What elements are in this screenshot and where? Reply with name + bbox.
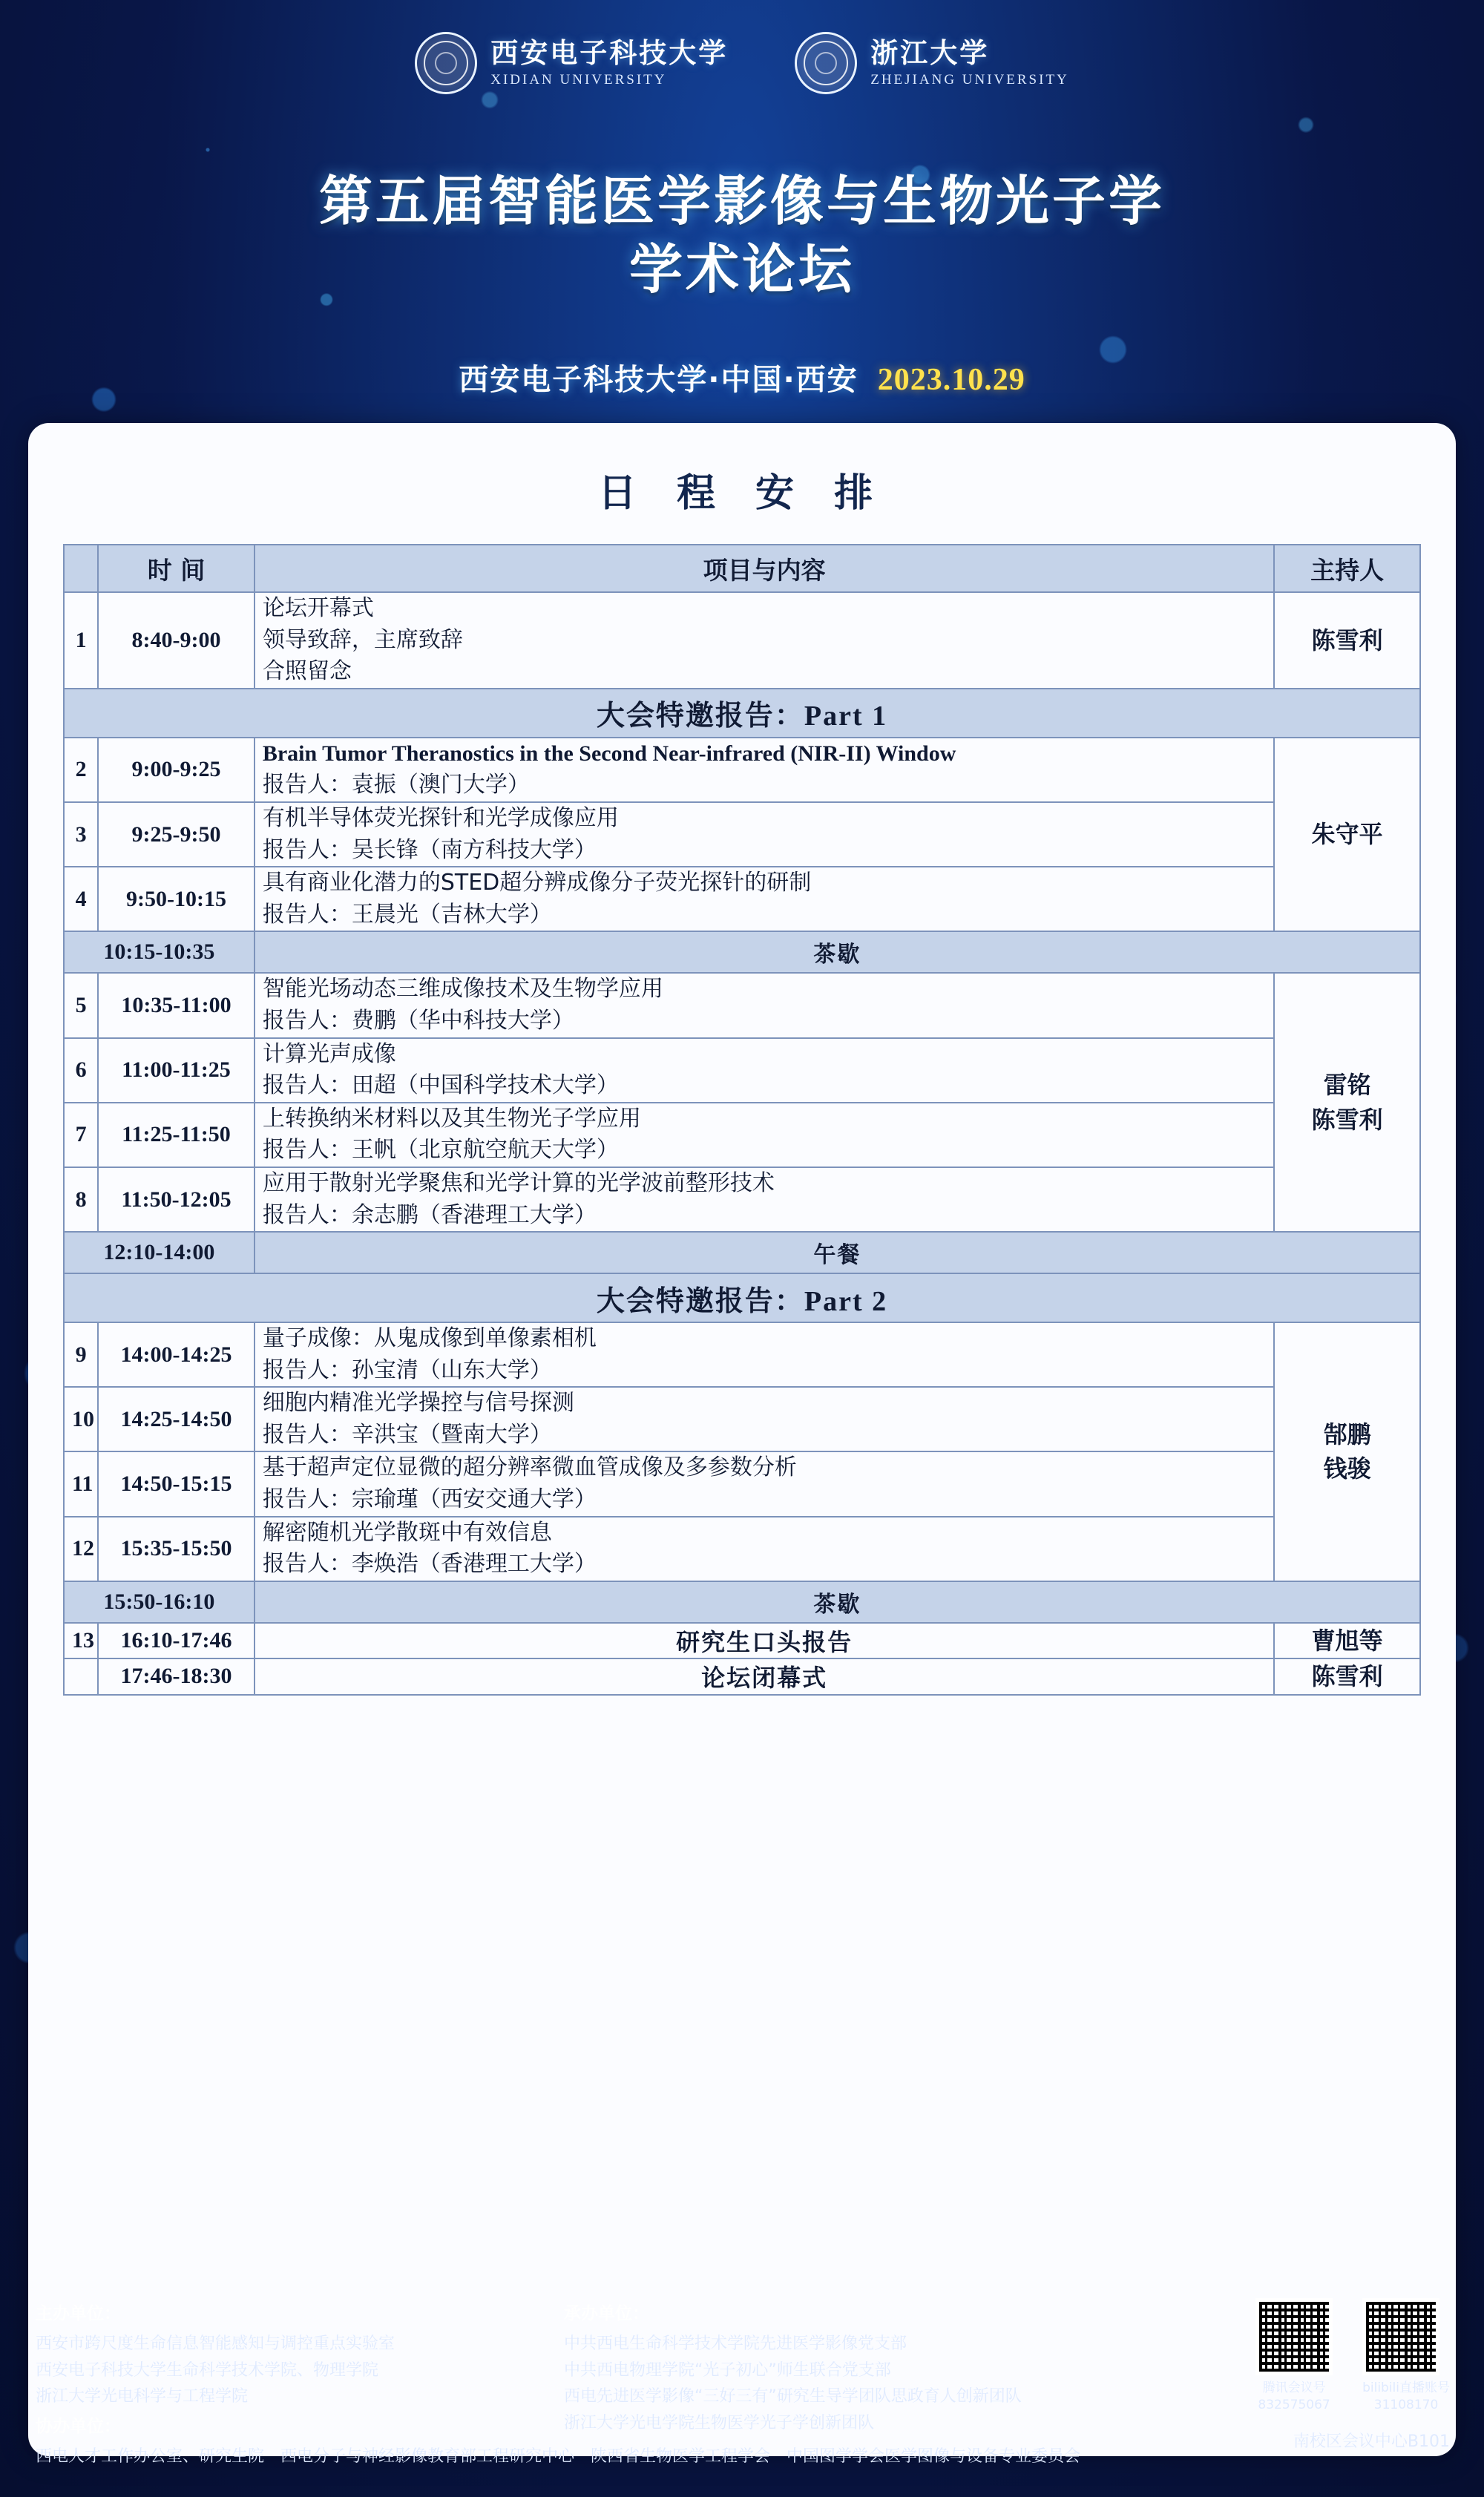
row-content (255, 867, 1275, 931)
row-content (255, 1517, 1275, 1581)
content-line: 报告人：孙宝清（山东大学） (262, 1356, 552, 1383)
row-host (1274, 973, 1420, 1232)
bilibili-live-qr-caption: bilibili直播账号 (1362, 2380, 1450, 2395)
header-no (64, 545, 98, 592)
poster-subtitle (0, 356, 1484, 398)
section-row (64, 689, 1420, 738)
logo-xidian (415, 32, 728, 94)
content-line: 领导致辞，主席致辞 (262, 626, 463, 653)
header-host: 主持人 (1274, 545, 1420, 592)
row-content (255, 738, 1275, 802)
footer-organizer-line: 西安市跨尺度生命信息智能感知与调控重点实验室 (36, 2334, 395, 2353)
row-content (255, 1038, 1275, 1103)
content-line: Brain Tumor Theranostics in the Second Near-infrared (NIR-II) Window (262, 741, 956, 766)
row-content (255, 1322, 1275, 1387)
zju-seal-icon (795, 32, 857, 94)
row-number: 2 (64, 738, 98, 802)
content-line: 报告人：王帆（北京航空航天大学） (262, 1137, 619, 1164)
break-label: 茶歇 (255, 931, 1420, 973)
row-number: 4 (64, 867, 98, 931)
poster-date: 2023.10.29 (877, 363, 1025, 397)
poster-footer (0, 2289, 1484, 2490)
host-name: 雷铭 (1323, 1071, 1371, 1100)
content-line: 报告人：费鹏（华中科技大学） (262, 1007, 574, 1034)
content-line: 细胞内精准光学操控与信号探测 (262, 1390, 574, 1417)
row-time: 9:00-9:25 (98, 738, 255, 802)
content-line: 报告人：王晨光（吉林大学） (262, 901, 552, 928)
row-number: 8 (64, 1167, 98, 1232)
poster-title-line2: 学术论坛 (628, 238, 855, 301)
row-number: 6 (64, 1038, 98, 1103)
logo-zju-cn: 浙江大学 (870, 36, 990, 69)
content-line: 智能光场动态三维成像技术及生物学应用 (262, 976, 663, 1003)
content-line: 具有商业化潜力的STED超分辨成像分子荧光探针的研制 (262, 870, 812, 896)
table-row (64, 1322, 1420, 1387)
footer-room: 南校区会议中心B101 (1293, 2432, 1450, 2451)
content-line: 计算光声成像 (262, 1040, 396, 1067)
content-line: 报告人：李焕浩（香港理工大学） (262, 1551, 597, 1578)
content-line: 报告人：袁振（澳门大学） (262, 772, 530, 798)
footer-undertaker-line: 中共西电生命科学技术学院先进医学影像党支部 (564, 2334, 907, 2353)
row-time: 14:00-14:25 (98, 1322, 255, 1387)
agenda-table (63, 544, 1421, 1696)
tencent-meeting-number: 832575067 (1258, 2397, 1330, 2412)
break-time: 10:15-10:35 (64, 931, 255, 973)
host-name: 曹旭等 (1311, 1626, 1383, 1655)
host-name: 陈雪利 (1311, 626, 1383, 654)
header-time: 时 间 (98, 545, 255, 592)
content-line: 报告人：吴长锋（南方科技大学） (262, 836, 597, 863)
row-number: 10 (64, 1387, 98, 1451)
row-time: 9:25-9:50 (98, 802, 255, 867)
table-row (64, 738, 1420, 802)
row-content (255, 1387, 1275, 1451)
content-line: 上转换纳米材料以及其生物光子学应用 (262, 1105, 641, 1132)
footer-coorganizer-head: 协办单位： (36, 2417, 121, 2436)
break-row (64, 1232, 1420, 1273)
xidian-seal-icon (415, 32, 477, 94)
agenda-title: 日 程 安 排 (597, 471, 887, 516)
footer-qr-codes (1255, 2298, 1450, 2414)
host-name: 陈雪利 (1311, 1105, 1383, 1134)
content-line: 论坛开幕式 (262, 595, 374, 621)
table-row (64, 1387, 1420, 1451)
row-content (255, 592, 1275, 689)
break-row (64, 1581, 1420, 1623)
footer-undertaker (564, 2300, 1022, 2437)
footer-organizer-head: 主办单位： (36, 2304, 121, 2323)
logo-xidian-en: XIDIAN UNIVERSITY (490, 72, 667, 88)
bilibili-live-number: 31108170 (1373, 2397, 1439, 2412)
row-time: 16:10-17:46 (98, 1623, 255, 1658)
logo-xidian-cn: 西安电子科技大学 (490, 36, 729, 69)
tencent-meeting-qr-icon[interactable] (1255, 2298, 1333, 2375)
row-time: 11:50-12:05 (98, 1167, 255, 1232)
poster-title-line1: 第五届智能医学影像与生物光子学 (318, 170, 1165, 232)
row-time: 15:35-15:50 (98, 1517, 255, 1581)
tencent-meeting-qr-caption: 腾讯会议号 (1262, 2380, 1326, 2395)
row-number: 3 (64, 802, 98, 867)
table-row (64, 1167, 1420, 1232)
tencent-meeting-qr[interactable] (1255, 2298, 1333, 2414)
header-content: 项目与内容 (255, 545, 1275, 592)
host-name: 钱骏 (1323, 1454, 1371, 1483)
footer-undertaker-line: 中共西电物理学院“光子初心”师生联合党支部 (564, 2360, 891, 2380)
section-label: 大会特邀报告：Part 1 (64, 689, 1420, 738)
footer-organizer-line: 西安电子科技大学生命科学技术学院、物理学院 (36, 2360, 379, 2380)
row-time: 8:40-9:00 (98, 592, 255, 689)
row-time: 14:50-15:15 (98, 1451, 255, 1516)
content-line: 基于超声定位显微的超分辨率微血管成像及多参数分析 (262, 1454, 797, 1481)
footer-undertaker-line: 西电先进医学影像“三好三有”研究生导学团队思政育人创新团队 (564, 2387, 1022, 2406)
row-number: 7 (64, 1103, 98, 1167)
row-content (255, 1451, 1275, 1516)
row-content (255, 973, 1275, 1037)
university-logos (0, 22, 1484, 104)
footer-organizer (36, 2300, 395, 2410)
row-time: 14:25-14:50 (98, 1387, 255, 1451)
row-content: 研究生口头报告 (255, 1623, 1275, 1658)
bilibili-live-qr[interactable] (1362, 2298, 1450, 2414)
content-line: 解密随机光学散斑中有效信息 (262, 1519, 552, 1546)
row-time: 10:35-11:00 (98, 973, 255, 1037)
row-number: 13 (64, 1623, 98, 1658)
footer-undertaker-head: 承办单位： (564, 2304, 649, 2323)
agenda-table-body (64, 592, 1420, 1695)
host-name: 朱守平 (1311, 820, 1383, 849)
host-name: 陈雪利 (1311, 1662, 1383, 1691)
table-row (64, 1451, 1420, 1516)
row-content (255, 1167, 1275, 1232)
break-time: 15:50-16:10 (64, 1581, 255, 1623)
row-time: 11:00-11:25 (98, 1038, 255, 1103)
table-row (64, 1623, 1420, 1658)
row-time: 17:46-18:30 (98, 1658, 255, 1694)
row-number: 11 (64, 1451, 98, 1516)
row-number: 12 (64, 1517, 98, 1581)
row-number: 1 (64, 592, 98, 689)
row-time: 9:50-10:15 (98, 867, 255, 931)
break-label: 茶歇 (255, 1581, 1420, 1623)
row-number: 5 (64, 973, 98, 1037)
table-row (64, 802, 1420, 867)
logo-zju (795, 32, 1069, 94)
footer-undertaker-line: 浙江大学光电学院生物医学光子学创新团队 (564, 2413, 875, 2432)
row-content: 论坛闭幕式 (255, 1658, 1275, 1694)
content-line: 合照留念 (262, 658, 352, 685)
footer-organizer-lines (36, 2331, 395, 2410)
poster-venue: 西安电子科技大学·中国·西安 (459, 363, 858, 397)
row-number: 9 (64, 1322, 98, 1387)
section-row (64, 1273, 1420, 1322)
content-line: 报告人：田超（中国科学技术大学） (262, 1072, 619, 1099)
row-host (1274, 1658, 1420, 1694)
table-row (64, 1103, 1420, 1167)
content-line: 应用于散射光学聚焦和光学计算的光学波前整形技术 (262, 1169, 775, 1196)
table-row (64, 1658, 1420, 1694)
table-row (64, 973, 1420, 1037)
table-row (64, 1517, 1420, 1581)
row-host (1274, 738, 1420, 932)
content-line: 报告人：宗瑜瑾（西安交通大学） (262, 1486, 597, 1513)
agenda-card (28, 423, 1456, 2456)
row-time: 11:25-11:50 (98, 1103, 255, 1167)
table-row (64, 592, 1420, 689)
section-label: 大会特邀报告：Part 2 (64, 1273, 1420, 1322)
content-line: 有机半导体荧光探针和光学成像应用 (262, 804, 619, 831)
row-content (255, 802, 1275, 867)
row-content (255, 1103, 1275, 1167)
table-row (64, 1038, 1420, 1103)
table-row (64, 867, 1420, 931)
break-label: 午餐 (255, 1232, 1420, 1273)
row-host (1274, 1623, 1420, 1658)
row-number (64, 1658, 98, 1694)
logo-zju-en: ZHEJIANG UNIVERSITY (870, 72, 1069, 88)
row-host (1274, 1322, 1420, 1581)
footer-organizer-line: 浙江大学光电科学与工程学院 (36, 2387, 249, 2406)
footer-coorganizer-line: 西电人才工作办公室、研究生院 西电分子与神经影像教育部工程研究中心 陕西省生物医学工程学会 中国图学学会医学图像与设备专业委员会 (36, 2447, 1081, 2466)
footer-undertaker-lines (564, 2331, 1022, 2437)
poster-title (0, 167, 1484, 303)
break-time: 12:10-14:00 (64, 1232, 255, 1273)
content-line: 报告人：余志鹏（香港理工大学） (262, 1201, 597, 1228)
host-name: 郜鹏 (1323, 1420, 1371, 1449)
row-host (1274, 592, 1420, 689)
content-line: 量子成像：从鬼成像到单像素相机 (262, 1325, 597, 1352)
table-header-row (64, 545, 1420, 592)
content-line: 报告人：辛洪宝（暨南大学） (262, 1421, 552, 1448)
bilibili-live-qr-icon[interactable] (1362, 2298, 1439, 2375)
break-row (64, 931, 1420, 973)
